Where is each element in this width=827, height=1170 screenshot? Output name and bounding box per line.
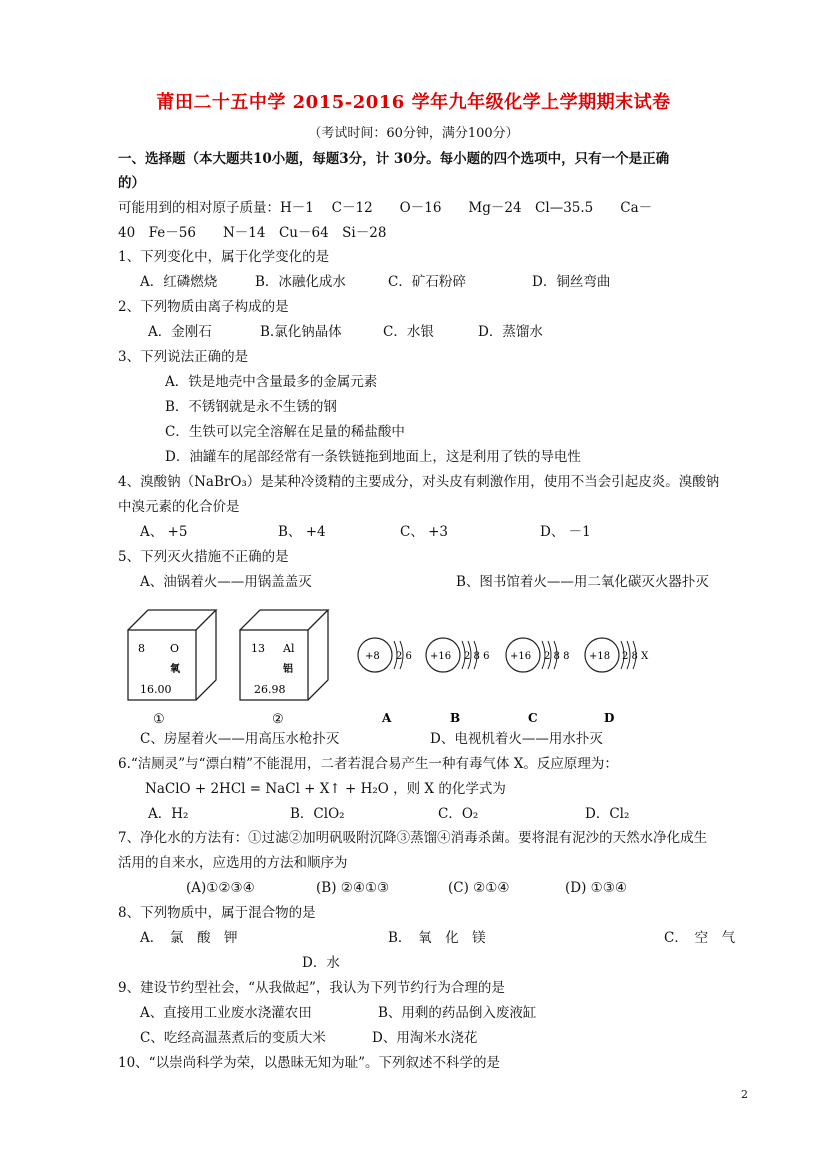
section-heading: 一、选择题（本大题共10小题，每题3分，计 30分。每小题的四个选项中，只有一个是正确	[118, 151, 670, 167]
atom-c-nucleus: +16	[510, 651, 532, 662]
atom-a-nucleus: +8	[365, 651, 380, 662]
q4-option-b: B、 +4	[278, 524, 326, 540]
q9-stem: 9、建设节约型社会，“从我做起”，我认为下列节约行为合理的是	[118, 980, 505, 996]
q9-option-a: A、直接用工业废水浇灌农田	[140, 1005, 312, 1021]
q7-stem-cont: 活用的自来水，应选用的方法和顺序为	[118, 855, 348, 871]
q1-option-b: B．冰融化成水	[255, 274, 346, 290]
atom-c-label: C	[528, 711, 538, 725]
exam-subtitle: （考试时间：60分钟，满分100分）	[308, 126, 519, 141]
q4-option-c: C、 +3	[400, 524, 449, 540]
q3-option-d: D．油罐车的尾部经常有一条铁链拖到地面上，这是利用了铁的导电性	[165, 449, 581, 465]
q8-option-d: D．水	[302, 955, 340, 971]
q2-stem: 2、下列物质由离子构成的是	[118, 299, 289, 315]
q8-option-c: C． 空 气	[664, 930, 736, 946]
q6-stem: 6.“洁厕灵”与“漂白精”不能混用，二者若混合易产生一种有毒气体 X。反应原理为：	[118, 756, 618, 772]
atom-b-nucleus: +16	[430, 651, 452, 662]
q1-option-d: D．铜丝弯曲	[532, 274, 611, 290]
cube1-symbol: O	[170, 642, 180, 655]
cube1-name: 氧	[170, 664, 180, 675]
cube1-number: 8	[138, 642, 145, 655]
cube2-mass: 26.98	[254, 683, 286, 696]
q1-option-a: A．红磷燃烧	[140, 274, 218, 290]
element-and-atom-figure	[120, 600, 649, 730]
q4-option-a: A、 +5	[140, 524, 188, 540]
q6-equation: NaClO + 2HCl = NaCl + X↑ + H₂O ，则 X 的化学式为	[145, 781, 506, 797]
cube1-label: ①	[153, 712, 165, 727]
atomic-mass-line: 可能用到的相对原子质量：H－1 C－12 O－16 Mg－24 Cl—35.5 Ca－	[118, 200, 653, 216]
q7-option-d: (D) ①③④	[565, 880, 627, 896]
atom-d-shells: 2 8 X	[622, 651, 649, 662]
q2-option-a: A．金刚石	[148, 324, 212, 340]
cube1-mass: 16.00	[140, 683, 172, 696]
atom-b-shells: 2 8 6	[464, 651, 490, 662]
q1-stem: 1、下列变化中，属于化学变化的是	[118, 249, 330, 265]
q6-option-c: C．O₂	[438, 806, 479, 822]
q5-option-c: C、房屋着火——用高压水枪扑灭	[140, 731, 340, 747]
q7-option-a: (A)①②③④	[186, 880, 255, 896]
atom-b-label: B	[450, 711, 461, 725]
atomic-mass-line-cont: 40 Fe－56 N－14 Cu－64 Si－28	[118, 225, 387, 241]
page-number: 2	[741, 1088, 748, 1101]
q9-option-d: D、用淘米水浇花	[372, 1030, 478, 1046]
q5-option-d: D、电视机着火——用水扑灭	[430, 731, 603, 747]
q8-option-a: A． 氯 酸 钾	[140, 930, 238, 946]
q6-option-a: A．H₂	[148, 806, 189, 822]
atom-c-shells: 2 8 8	[544, 651, 570, 662]
q2-option-d: D．蒸馏水	[478, 324, 543, 340]
cube2-symbol: Al	[283, 642, 295, 655]
q6-option-b: B．ClO₂	[290, 806, 345, 822]
q2-option-c: C．水银	[383, 324, 434, 340]
cube2-label: ②	[272, 712, 284, 727]
cube2-number: 13	[251, 642, 265, 655]
q5-stem: 5、下列灭火措施不正确的是	[118, 549, 289, 565]
exam-title: 莆田二十五中学 2015-2016 学年九年级化学上学期期末试卷	[156, 92, 671, 113]
cube2-name: 铝	[283, 664, 293, 675]
q5-option-a: A、油锅着火——用锅盖盖灭	[140, 574, 312, 590]
q8-option-b: B． 氧 化 镁	[388, 930, 486, 946]
q7-option-b: (B) ②④①③	[316, 880, 390, 896]
q9-option-b: B、用剩的药品倒入废液缸	[378, 1005, 537, 1021]
q7-option-c: (C) ②①④	[448, 880, 510, 896]
atom-d-nucleus: +18	[589, 651, 611, 662]
q3-option-c: C．生铁可以完全溶解在足量的稀盐酸中	[165, 424, 405, 440]
q3-stem: 3、下列说法正确的是	[118, 349, 249, 365]
q4-option-d: D、 －1	[540, 524, 591, 540]
q4-stem: 4、溴酸钠（NaBrO₃）是某种冷烫精的主要成分，对头皮有刺激作用，使用不当会引起皮炎。溴酸钠	[118, 474, 720, 490]
q9-option-c: C、吃经高温蒸煮后的变质大米	[140, 1030, 326, 1046]
q10-stem: 10、“以崇尚科学为荣，以愚昧无知为耻”。下列叙述不科学的是	[118, 1055, 500, 1071]
q2-option-b: B.氯化钠晶体	[260, 324, 342, 340]
section-heading-cont: 的）	[118, 175, 145, 191]
q5-option-b: B、图书馆着火——用二氧化碳灭火器扑灭	[456, 574, 709, 590]
q6-option-d: D．Cl₂	[585, 806, 630, 822]
q4-stem-cont: 中溴元素的化合价是	[118, 499, 240, 515]
q3-option-b: B．不锈钢就是永不生锈的钢	[165, 399, 337, 415]
q8-stem: 8、下列物质中，属于混合物的是	[118, 905, 316, 921]
atom-a-label: A	[382, 711, 392, 725]
atom-a-shells: 2 6	[396, 651, 412, 662]
atom-d-label: D	[604, 711, 615, 725]
q1-option-c: C．矿石粉碎	[388, 274, 466, 290]
q7-stem: 7、净化水的方法有：①过滤②加明矾吸附沉降③蒸馏④消毒杀菌。要将混有泥沙的天然水净化成生	[118, 830, 708, 846]
q3-option-a: A．铁是地壳中含量最多的金属元素	[165, 374, 378, 390]
